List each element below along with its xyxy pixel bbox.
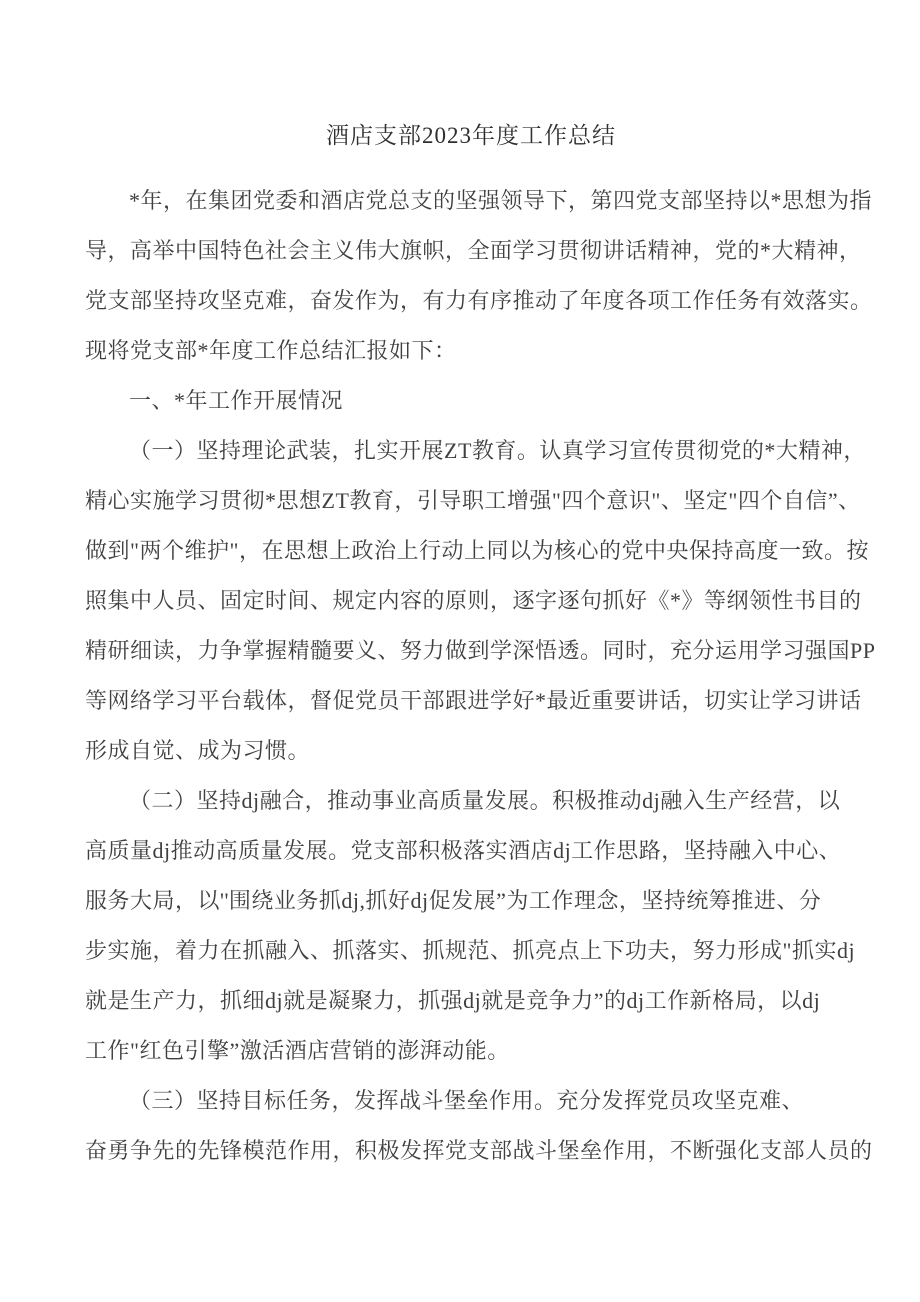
text-line: 服务大局，以''围绕业务抓dj,抓好dj促发展”为工作理念，坚持统筹推进、分 — [85, 888, 822, 913]
document-body — [85, 176, 876, 1176]
document-content — [85, 118, 876, 1176]
text-line: 精心实施学习贯彻*思想ZT教育，引导职工增强"四个意识"、坚定"四个自信”、 — [85, 488, 861, 513]
text-line: 工作"红色引擎”激活酒店营销的澎湃动能。 — [85, 1038, 510, 1063]
text-line: 导，高举中国特色社会主义伟大旗帜，全面学习贯彻讲话精神，党的*大精神， — [85, 238, 862, 263]
text-line: 等网络学习平台载体，督促党员干部跟进学好*最近重要讲话，切实让学习讲话 — [85, 688, 862, 713]
text-line: 奋勇争先的先锋模范作用，积极发挥党支部战斗堡垒作用，不断强化支部人员的 — [85, 1138, 873, 1163]
text-line: 现将党支部*年度工作总结汇报如下： — [85, 338, 457, 363]
text-line: （三）坚持目标任务，发挥战斗堡垒作用。充分发挥党员攻坚克难、 — [129, 1088, 805, 1113]
text-line: 就是生产力，抓细dj就是凝聚力，抓强dj就是竞争力”的dj工作新格局，以dj — [85, 988, 821, 1013]
text-line: 一、*年工作开展情况 — [129, 388, 344, 413]
text-line: 步实施，着力在抓融入、抓落实、抓规范、抓亮点上下功夫，努力形成"抓实dj — [85, 938, 856, 963]
text-line: 党支部坚持攻坚克难，奋发作为，有力有序推动了年度各项工作任务有效落实。 — [85, 288, 873, 313]
text-line: 精研细读，力争掌握精髓要义、努力做到学深悟透。同时，充分运用学习强国PP — [85, 638, 876, 663]
text-line: （一）坚持理论武装，扎实开展ZT教育。认真学习宣传贯彻党的*大精神， — [129, 438, 866, 463]
text-line: 做到"两个维护"，在思想上政治上行动上同以为核心的党中央保持高度一致。按 — [85, 538, 869, 563]
text-line: 高质量dj推动高质量发展。党支部积极落实酒店dj工作思路，坚持融入中心、 — [85, 838, 842, 863]
text-line: *年，在集团党委和酒店党总支的坚强领导下，第四党支部坚持以*思想为指 — [129, 188, 873, 213]
text-line: 形成自觉、成为习惯。 — [85, 738, 311, 763]
document-title: 酒店支部2023年度工作总结 — [326, 123, 616, 148]
text-line: （二）坚持dj融合，推动事业高质量发展。积极推动dj融入生产经营，以 — [129, 788, 841, 813]
text-line: 照集中人员、固定时间、规定内容的原则，逐字逐句抓好《*》等纲领性书目的 — [85, 588, 862, 613]
